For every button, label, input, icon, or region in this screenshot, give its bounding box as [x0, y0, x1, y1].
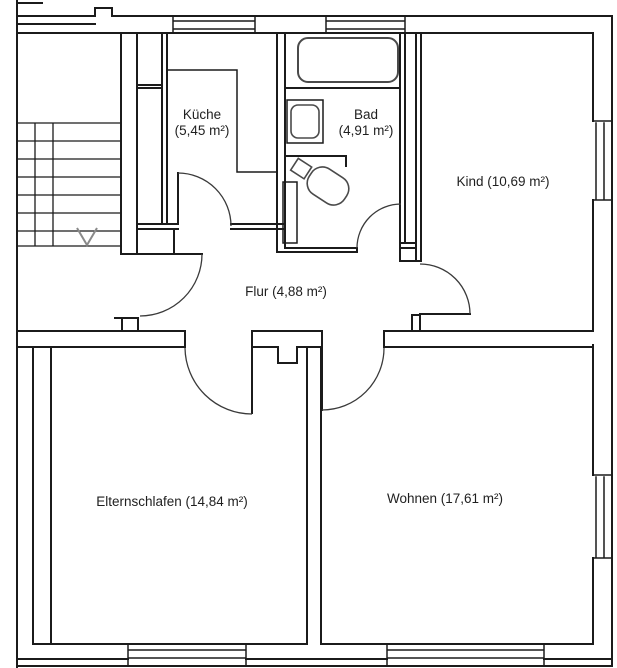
wohnen-door-arc: [322, 348, 384, 410]
kitchen-door-arc: [178, 173, 231, 226]
room-area-bad: (4,91 m²): [338, 123, 394, 138]
room-label-elternschlafen: Elternschlafen (14,84 m²): [96, 494, 248, 509]
room-area-kueche: (5,45 m²): [174, 123, 230, 138]
entrance-door-arc: [140, 254, 202, 316]
room-label-kueche: Küche: [182, 107, 222, 122]
washbasin-counter: [287, 100, 323, 143]
staircase: [17, 123, 121, 246]
bottom-windows: [128, 644, 544, 666]
bath-door-arc: [357, 204, 401, 248]
room-label-kind: Kind (10,69 m²): [456, 174, 550, 189]
top-windows: [173, 16, 405, 33]
elternschlafen-door-arc: [185, 348, 252, 414]
right-windows: [593, 121, 612, 558]
bathtub: [298, 38, 398, 82]
washbasin: [291, 105, 319, 138]
interior-walls: [17, 33, 593, 644]
room-label-wohnen: Wohnen (17,61 m²): [386, 491, 504, 506]
kind-door-arc: [420, 264, 470, 314]
room-label-bad: Bad: [353, 107, 379, 122]
room-label-flur: Flur (4,88 m²): [245, 284, 327, 299]
